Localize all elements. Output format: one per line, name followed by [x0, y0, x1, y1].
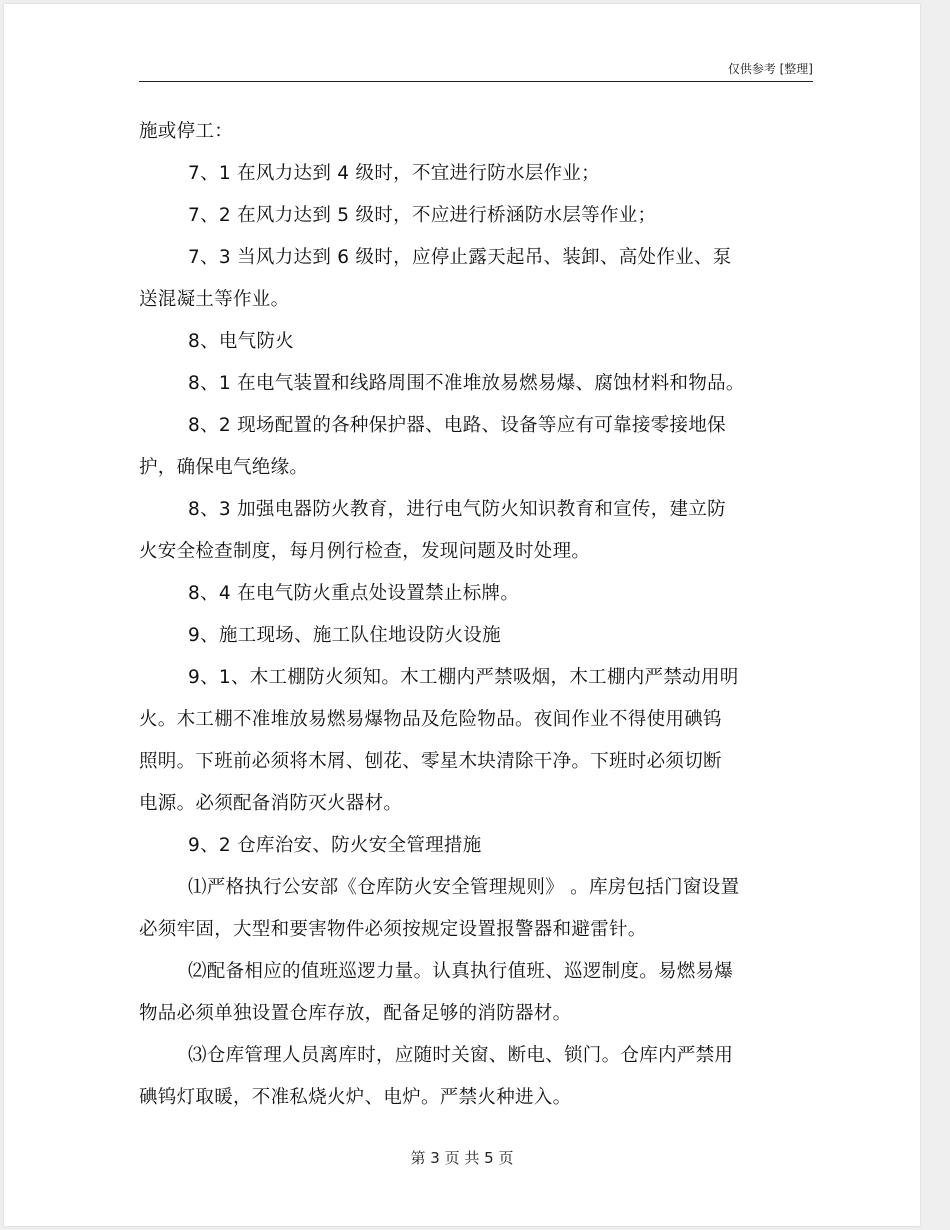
text-line: ⑴严格执行公安部《仓库防火安全管理规则》 。库房包括门窗设置	[188, 877, 740, 898]
text-line: 火。木工棚不准堆放易燃易爆物品及危险物品。夜间作业不得使用碘钨	[139, 709, 722, 730]
text-line: 7、1 在风力达到 4 级时，不宜进行防水层作业；	[188, 163, 600, 184]
text-line: 8、2 现场配置的各种保护器、电路、设备等应有可靠接零接地保	[188, 415, 726, 436]
text-line: 送混凝土等作业。	[139, 289, 290, 310]
text-line: ⑶仓库管理人员离库时，应随时关窗、断电、锁门。仓库内严禁用	[188, 1045, 734, 1066]
page-header	[139, 59, 813, 82]
text-line: 施或停工：	[139, 121, 234, 142]
text-line: 照明。下班前必须将木屑、刨花、零星木块清除干净。下班时必须切断	[139, 751, 722, 772]
text-line: 必须牢固，大型和要害物件必须按规定设置报警器和避雷针。	[139, 919, 647, 940]
text-line: 8、1 在电气装置和线路周围不准堆放易燃易爆、腐蚀材料和物品。	[188, 373, 745, 394]
text-line: 护，确保电气绝缘。	[139, 457, 309, 478]
document-page	[4, 4, 920, 1226]
section-heading: 9、2 仓库治安、防火安全管理措施	[188, 835, 482, 856]
text-line: 火安全检查制度，每月例行检查，发现问题及时处理。	[139, 541, 591, 562]
text-line: ⑵配备相应的值班巡逻力量。认真执行值班、巡逻制度。易燃易爆	[188, 961, 734, 982]
text-line: 碘钨灯取暖，不准私烧火炉、电炉。严禁火种进入。	[139, 1087, 572, 1108]
text-line: 7、2 在风力达到 5 级时，不应进行桥涵防水层等作业；	[188, 205, 657, 226]
text-line: 9、1、木工棚防火须知。木工棚内严禁吸烟，木工棚内严禁动用明	[188, 667, 739, 688]
section-heading: 9、施工现场、施工队住地设防火设施	[188, 625, 501, 646]
header-text: 仅供参考 [整理]	[727, 62, 813, 76]
text-line: 8、3 加强电器防火教育，进行电气防火知识教育和宣传，建立防	[188, 499, 726, 520]
page-footer: 第 3 页 共 5 页	[410, 1149, 514, 1167]
text-line: 7、3 当风力达到 6 级时，应停止露天起吊、装卸、高处作业、泵	[188, 247, 732, 268]
text-line: 8、4 在电气防火重点处设置禁止标牌。	[188, 583, 520, 604]
text-line: 物品必须单独设置仓库存放，配备足够的消防器材。	[139, 1003, 572, 1024]
document-body	[139, 111, 819, 1119]
text-line: 电源。必须配备消防灭火器材。	[139, 793, 403, 814]
section-heading: 8、电气防火	[188, 331, 295, 352]
